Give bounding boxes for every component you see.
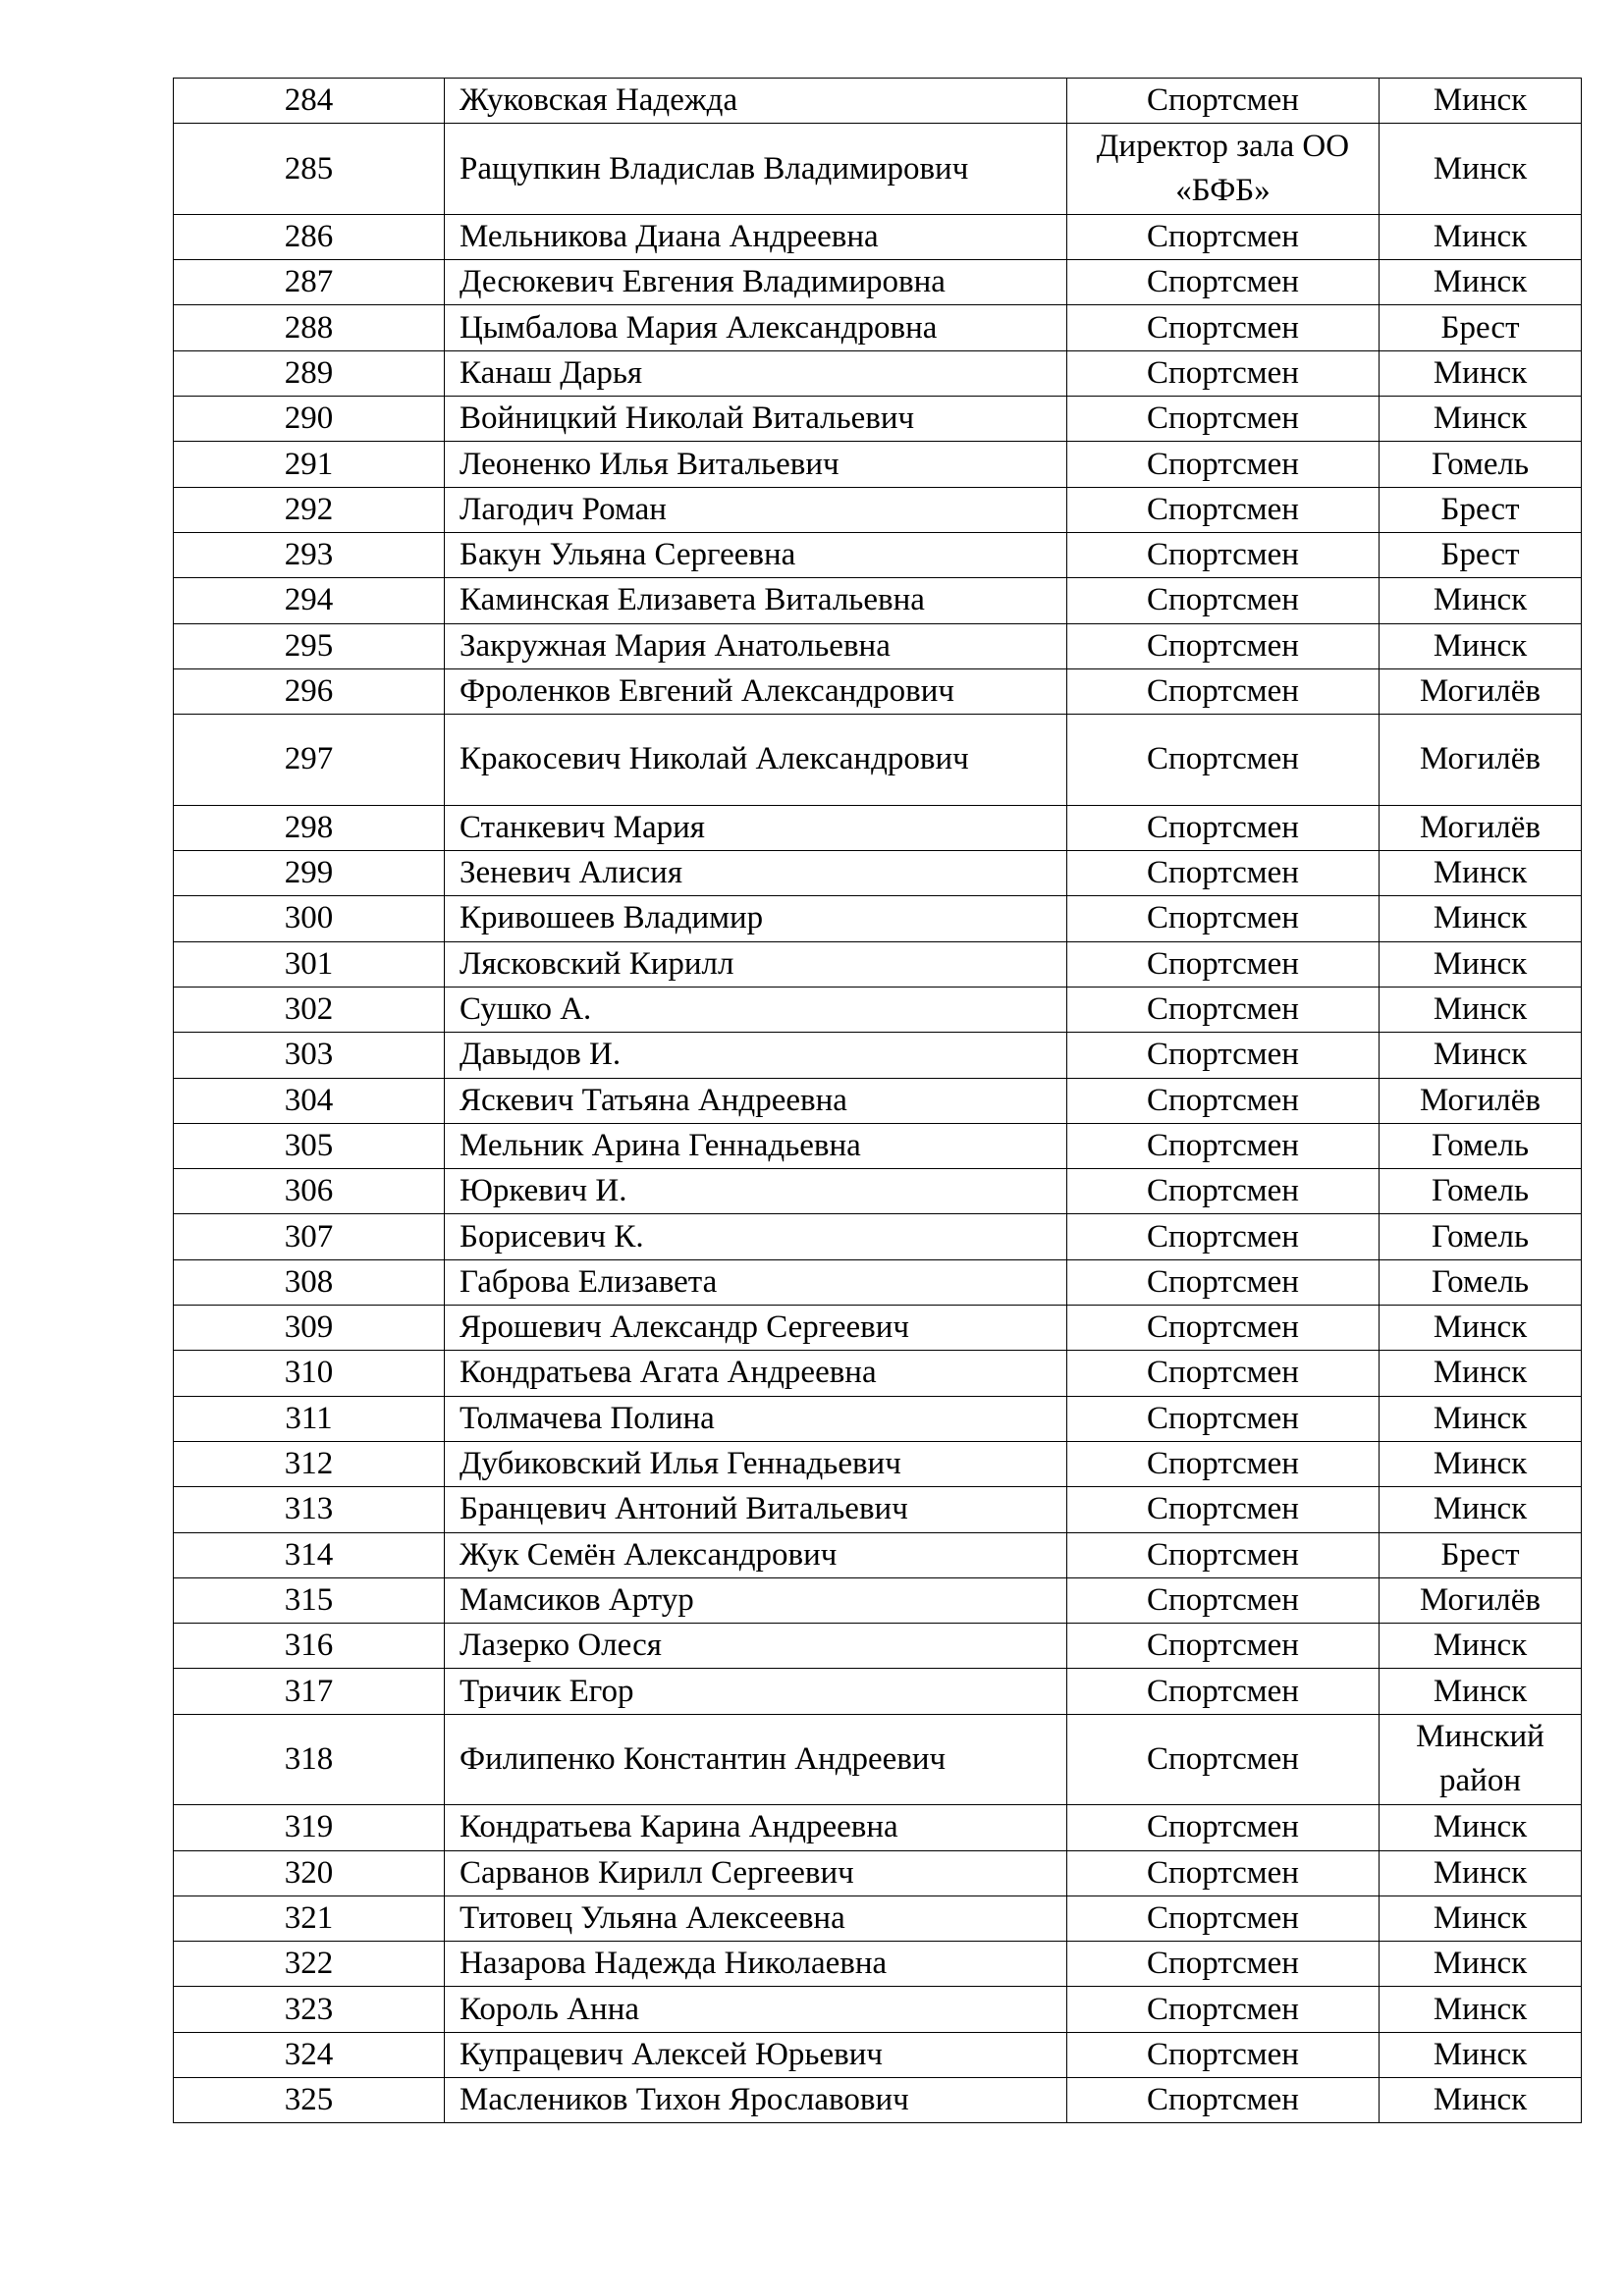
participant-role-cell: Спортсмен — [1067, 578, 1380, 623]
participant-city-cell: Могилёв — [1380, 1577, 1582, 1623]
participant-city-cell: Минск — [1380, 851, 1582, 896]
participant-role-cell: Спортсмен — [1067, 2078, 1380, 2123]
participant-name-cell: Купрацевич Алексей Юрьевич — [445, 2032, 1067, 2077]
participant-role-cell: Спортсмен — [1067, 987, 1380, 1032]
participant-name-cell: Филипенко Константин Андреевич — [445, 1714, 1067, 1805]
participant-name-cell: Толмачева Полина — [445, 1396, 1067, 1441]
row-number-cell: 318 — [174, 1714, 445, 1805]
row-number-cell: 304 — [174, 1078, 445, 1123]
table-row — [174, 79, 1582, 124]
table-row — [174, 1577, 1582, 1623]
table-row — [174, 124, 1582, 215]
table-row — [174, 1624, 1582, 1669]
table-row — [174, 987, 1582, 1032]
table-row — [174, 941, 1582, 987]
participant-name-cell: Кондратьева Агата Андреевна — [445, 1351, 1067, 1396]
row-number-cell: 300 — [174, 896, 445, 941]
participant-name-cell: Леоненко Илья Витальевич — [445, 442, 1067, 487]
participant-role-cell: Спортсмен — [1067, 1169, 1380, 1214]
participant-role-cell: Спортсмен — [1067, 851, 1380, 896]
participant-name-cell: Ярошевич Александр Сергеевич — [445, 1306, 1067, 1351]
row-number-cell: 314 — [174, 1532, 445, 1577]
participant-name-cell: Давыдов И. — [445, 1033, 1067, 1078]
participant-role-cell: Спортсмен — [1067, 1805, 1380, 1850]
row-number-cell: 284 — [174, 79, 445, 124]
participant-city-cell: Минск — [1380, 1624, 1582, 1669]
table-row — [174, 305, 1582, 350]
participant-role-cell: Спортсмен — [1067, 1351, 1380, 1396]
participant-city-cell: Минск — [1380, 124, 1582, 215]
participant-city-cell: Гомель — [1380, 1214, 1582, 1259]
table-row — [174, 1259, 1582, 1305]
table-row — [174, 715, 1582, 806]
row-number-cell: 293 — [174, 532, 445, 577]
row-number-cell: 287 — [174, 260, 445, 305]
participant-name-cell: Яскевич Татьяна Андреевна — [445, 1078, 1067, 1123]
participant-city-cell: Минск — [1380, 1942, 1582, 1987]
row-number-cell: 308 — [174, 1259, 445, 1305]
participant-name-cell: Мельникова Диана Андреевна — [445, 214, 1067, 259]
participant-city-cell: Гомель — [1380, 1169, 1582, 1214]
participant-role-cell: Спортсмен — [1067, 1714, 1380, 1805]
participant-role-cell: Спортсмен — [1067, 305, 1380, 350]
participant-city-cell: Минск — [1380, 2032, 1582, 2077]
participant-role-cell: Спортсмен — [1067, 1942, 1380, 1987]
row-number-cell: 317 — [174, 1669, 445, 1714]
row-number-cell: 307 — [174, 1214, 445, 1259]
participant-name-cell: Лагодич Роман — [445, 487, 1067, 532]
table-row — [174, 1714, 1582, 1805]
row-number-cell: 311 — [174, 1396, 445, 1441]
participant-city-cell: Минск — [1380, 79, 1582, 124]
participant-role-cell: Спортсмен — [1067, 623, 1380, 668]
table-row — [174, 1123, 1582, 1168]
participant-name-cell: Борисевич К. — [445, 1214, 1067, 1259]
participant-city-cell: Минск — [1380, 987, 1582, 1032]
participants-table-body — [174, 79, 1582, 2123]
row-number-cell: 291 — [174, 442, 445, 487]
participant-role-cell: Спортсмен — [1067, 1669, 1380, 1714]
participant-name-cell: Десюкевич Евгения Владимировна — [445, 260, 1067, 305]
participant-city-cell: Брест — [1380, 487, 1582, 532]
participant-city-cell: Минский район — [1380, 1714, 1582, 1805]
participant-role-cell: Спортсмен — [1067, 1033, 1380, 1078]
row-number-cell: 313 — [174, 1487, 445, 1532]
participant-name-cell: Дубиковский Илья Геннадьевич — [445, 1441, 1067, 1486]
participant-role-cell: Спортсмен — [1067, 79, 1380, 124]
table-row — [174, 1987, 1582, 2032]
participant-name-cell: Лясковский Кирилл — [445, 941, 1067, 987]
table-row — [174, 1396, 1582, 1441]
participant-city-cell: Могилёв — [1380, 715, 1582, 806]
participant-name-cell: Станкевич Мария — [445, 805, 1067, 850]
participant-name-cell: Кракосевич Николай Александрович — [445, 715, 1067, 806]
participant-name-cell: Зеневич Алисия — [445, 851, 1067, 896]
participant-role-cell: Спортсмен — [1067, 715, 1380, 806]
table-row — [174, 1942, 1582, 1987]
table-row — [174, 668, 1582, 714]
participant-city-cell: Минск — [1380, 1987, 1582, 2032]
table-row — [174, 805, 1582, 850]
row-number-cell: 292 — [174, 487, 445, 532]
table-row — [174, 350, 1582, 396]
row-number-cell: 306 — [174, 1169, 445, 1214]
participant-name-cell: Бакун Ульяна Сергеевна — [445, 532, 1067, 577]
participant-name-cell: Каминская Елизавета Витальевна — [445, 578, 1067, 623]
table-row — [174, 578, 1582, 623]
table-row — [174, 397, 1582, 442]
row-number-cell: 296 — [174, 668, 445, 714]
row-number-cell: 299 — [174, 851, 445, 896]
participant-name-cell: Цымбалова Мария Александровна — [445, 305, 1067, 350]
participant-name-cell: Мамсиков Артур — [445, 1577, 1067, 1623]
participant-name-cell: Канаш Дарья — [445, 350, 1067, 396]
participant-city-cell: Гомель — [1380, 1259, 1582, 1305]
participant-name-cell: Сарванов Кирилл Сергеевич — [445, 1850, 1067, 1896]
row-number-cell: 302 — [174, 987, 445, 1032]
row-number-cell: 289 — [174, 350, 445, 396]
participant-city-cell: Минск — [1380, 1896, 1582, 1941]
participant-name-cell: Лазерко Олеся — [445, 1624, 1067, 1669]
row-number-cell: 309 — [174, 1306, 445, 1351]
row-number-cell: 322 — [174, 1942, 445, 1987]
participant-city-cell: Могилёв — [1380, 805, 1582, 850]
row-number-cell: 285 — [174, 124, 445, 215]
participant-role-cell: Спортсмен — [1067, 1577, 1380, 1623]
table-row — [174, 1306, 1582, 1351]
participant-city-cell: Могилёв — [1380, 668, 1582, 714]
participant-role-cell: Спортсмен — [1067, 1896, 1380, 1941]
table-row — [174, 623, 1582, 668]
participant-name-cell: Маслеников Тихон Ярославович — [445, 2078, 1067, 2123]
participant-name-cell: Король Анна — [445, 1987, 1067, 2032]
table-row — [174, 1214, 1582, 1259]
table-row — [174, 1487, 1582, 1532]
participant-city-cell: Брест — [1380, 1532, 1582, 1577]
participant-city-cell: Минск — [1380, 941, 1582, 987]
participant-role-cell: Спортсмен — [1067, 1487, 1380, 1532]
participant-name-cell: Тричик Егор — [445, 1669, 1067, 1714]
row-number-cell: 298 — [174, 805, 445, 850]
table-row — [174, 2078, 1582, 2123]
participant-name-cell: Закружная Мария Анатольевна — [445, 623, 1067, 668]
participant-role-cell: Директор зала ОО «БФБ» — [1067, 124, 1380, 215]
participant-role-cell: Спортсмен — [1067, 1624, 1380, 1669]
participant-name-cell: Кондратьева Карина Андреевна — [445, 1805, 1067, 1850]
participant-name-cell: Юркевич И. — [445, 1169, 1067, 1214]
table-row — [174, 1169, 1582, 1214]
participant-name-cell: Жук Семён Александрович — [445, 1532, 1067, 1577]
row-number-cell: 316 — [174, 1624, 445, 1669]
table-row — [174, 1532, 1582, 1577]
participant-city-cell: Брест — [1380, 532, 1582, 577]
participant-name-cell: Войницкий Николай Витальевич — [445, 397, 1067, 442]
table-row — [174, 532, 1582, 577]
table-row — [174, 260, 1582, 305]
participant-role-cell: Спортсмен — [1067, 260, 1380, 305]
participant-name-cell: Бранцевич Антоний Витальевич — [445, 1487, 1067, 1532]
participant-role-cell: Спортсмен — [1067, 532, 1380, 577]
table-row — [174, 487, 1582, 532]
table-row — [174, 1078, 1582, 1123]
row-number-cell: 312 — [174, 1441, 445, 1486]
participant-role-cell: Спортсмен — [1067, 668, 1380, 714]
participant-role-cell: Спортсмен — [1067, 1532, 1380, 1577]
participant-city-cell: Минск — [1380, 1033, 1582, 1078]
participant-city-cell: Минск — [1380, 1487, 1582, 1532]
row-number-cell: 297 — [174, 715, 445, 806]
participant-city-cell: Минск — [1380, 578, 1582, 623]
row-number-cell: 310 — [174, 1351, 445, 1396]
participant-role-cell: Спортсмен — [1067, 941, 1380, 987]
participant-name-cell: Ращупкин Владислав Владимирович — [445, 124, 1067, 215]
participant-city-cell: Минск — [1380, 397, 1582, 442]
row-number-cell: 325 — [174, 2078, 445, 2123]
participant-city-cell: Минск — [1380, 214, 1582, 259]
participant-role-cell: Спортсмен — [1067, 896, 1380, 941]
participant-name-cell: Габрова Елизавета — [445, 1259, 1067, 1305]
row-number-cell: 290 — [174, 397, 445, 442]
row-number-cell: 286 — [174, 214, 445, 259]
participant-city-cell: Минск — [1380, 1805, 1582, 1850]
participant-name-cell: Сушко А. — [445, 987, 1067, 1032]
row-number-cell: 294 — [174, 578, 445, 623]
table-row — [174, 1896, 1582, 1941]
row-number-cell: 319 — [174, 1805, 445, 1850]
table-row — [174, 1033, 1582, 1078]
participant-role-cell: Спортсмен — [1067, 442, 1380, 487]
row-number-cell: 295 — [174, 623, 445, 668]
table-row — [174, 214, 1582, 259]
participant-city-cell: Гомель — [1380, 1123, 1582, 1168]
participant-role-cell: Спортсмен — [1067, 1078, 1380, 1123]
participant-role-cell: Спортсмен — [1067, 1306, 1380, 1351]
row-number-cell: 303 — [174, 1033, 445, 1078]
participant-name-cell: Кривошеев Владимир — [445, 896, 1067, 941]
table-row — [174, 1441, 1582, 1486]
participant-city-cell: Минск — [1380, 1306, 1582, 1351]
row-number-cell: 288 — [174, 305, 445, 350]
participant-city-cell: Минск — [1380, 260, 1582, 305]
participant-role-cell: Спортсмен — [1067, 1396, 1380, 1441]
participant-city-cell: Минск — [1380, 623, 1582, 668]
table-row — [174, 1805, 1582, 1850]
table-row — [174, 851, 1582, 896]
participant-city-cell: Минск — [1380, 2078, 1582, 2123]
table-row — [174, 896, 1582, 941]
participant-city-cell: Могилёв — [1380, 1078, 1582, 1123]
participant-city-cell: Минск — [1380, 1669, 1582, 1714]
row-number-cell: 324 — [174, 2032, 445, 2077]
table-row — [174, 442, 1582, 487]
participant-name-cell: Жуковская Надежда — [445, 79, 1067, 124]
participant-name-cell: Фроленков Евгений Александрович — [445, 668, 1067, 714]
participant-city-cell: Минск — [1380, 1351, 1582, 1396]
row-number-cell: 301 — [174, 941, 445, 987]
table-row — [174, 1351, 1582, 1396]
participant-role-cell: Спортсмен — [1067, 1987, 1380, 2032]
participant-role-cell: Спортсмен — [1067, 1441, 1380, 1486]
participant-name-cell: Титовец Ульяна Алексеевна — [445, 1896, 1067, 1941]
participant-role-cell: Спортсмен — [1067, 214, 1380, 259]
row-number-cell: 321 — [174, 1896, 445, 1941]
participants-table — [173, 78, 1582, 2123]
participant-city-cell: Минск — [1380, 1441, 1582, 1486]
row-number-cell: 305 — [174, 1123, 445, 1168]
row-number-cell: 315 — [174, 1577, 445, 1623]
participant-role-cell: Спортсмен — [1067, 805, 1380, 850]
participant-city-cell: Минск — [1380, 1396, 1582, 1441]
participant-city-cell: Гомель — [1380, 442, 1582, 487]
participant-city-cell: Минск — [1380, 350, 1582, 396]
participant-role-cell: Спортсмен — [1067, 1850, 1380, 1896]
participant-role-cell: Спортсмен — [1067, 2032, 1380, 2077]
table-row — [174, 1850, 1582, 1896]
participant-role-cell: Спортсмен — [1067, 1123, 1380, 1168]
participant-role-cell: Спортсмен — [1067, 1214, 1380, 1259]
row-number-cell: 323 — [174, 1987, 445, 2032]
participant-role-cell: Спортсмен — [1067, 350, 1380, 396]
row-number-cell: 320 — [174, 1850, 445, 1896]
participant-name-cell: Назарова Надежда Николаевна — [445, 1942, 1067, 1987]
participant-city-cell: Брест — [1380, 305, 1582, 350]
participant-name-cell: Мельник Арина Геннадьевна — [445, 1123, 1067, 1168]
table-row — [174, 2032, 1582, 2077]
participant-role-cell: Спортсмен — [1067, 397, 1380, 442]
participant-city-cell: Минск — [1380, 1850, 1582, 1896]
participant-role-cell: Спортсмен — [1067, 1259, 1380, 1305]
participant-role-cell: Спортсмен — [1067, 487, 1380, 532]
participant-city-cell: Минск — [1380, 896, 1582, 941]
table-row — [174, 1669, 1582, 1714]
